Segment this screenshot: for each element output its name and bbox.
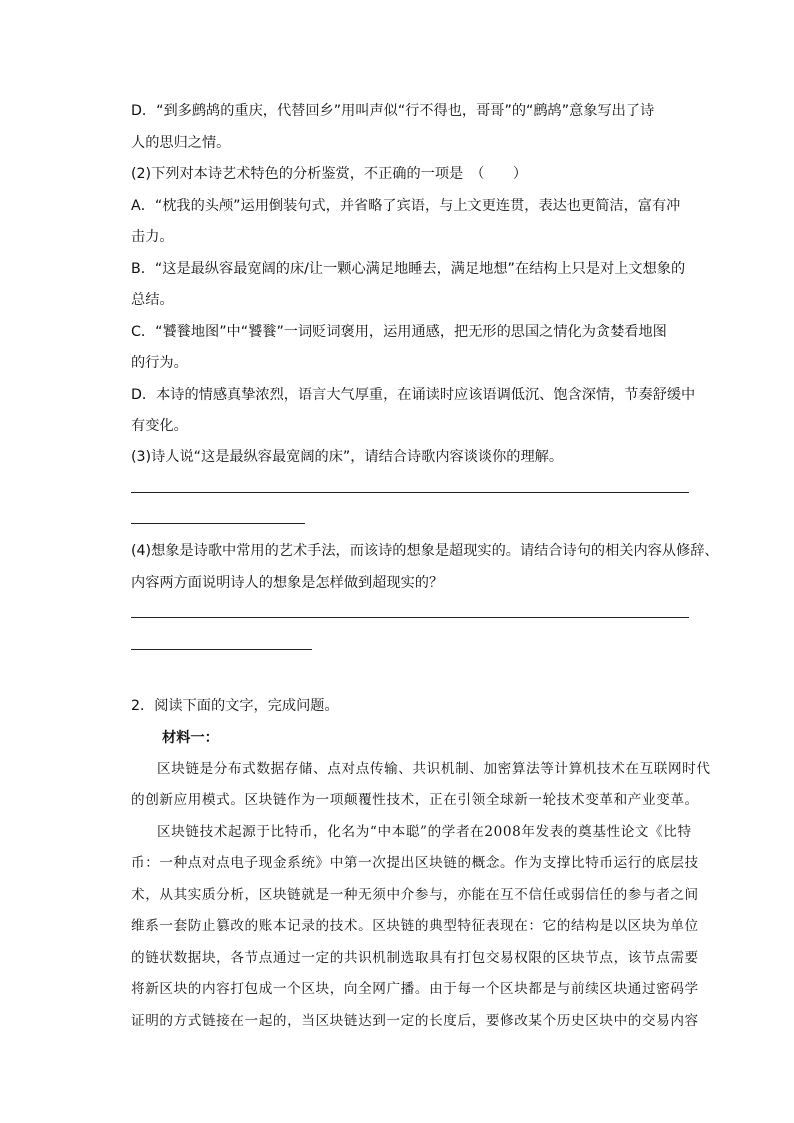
q2-stem: (2)下列对本诗艺术特色的分析鉴赏，不正确的一项是 （ ） — [131, 166, 528, 182]
material-paragraph-2-line4: 维系一套防止篡改的账本记录的技术。区块链的典型特征表现在：它的结构是以区块为单位 — [131, 918, 699, 934]
material-paragraph-2-line7: 证明的方式链接在一起的，当区块链达到一定的长度后，要修改某个历史区块中的交易内容 — [131, 1013, 699, 1029]
q4-stem-line2: 内容两方面说明诗人的想象是怎样做到超现实的？ — [131, 575, 444, 591]
material-paragraph-1-line1: 区块链是分布式数据存储、点对点传输、共识机制、加密算法等计算机技术在互联网时代 — [157, 761, 711, 777]
q2-option-b-line2: 总结。 — [131, 292, 174, 308]
q2-option-d-line1: D．本诗的情感真挚浓烈，语言大气厚重，在诵读时应该语调低沉、饱含深情，节奏舒缓中 — [131, 387, 696, 403]
material-one-title: 材料一： — [162, 730, 219, 746]
q4-answer-line-1 — [131, 617, 689, 618]
q2-option-b-line1: B．“这是最纵容最宽阔的床/让一颗心满足地睡去，满足地想”在结构上只是对上文想象的 — [131, 261, 686, 277]
q3-answer-line-1 — [131, 492, 689, 493]
material-paragraph-2-line3: 术，从其实质分析，区块链就是一种无须中介参与，亦能在互不信任或弱信任的参与者之间 — [131, 887, 699, 903]
q2-option-a-line1: A．“枕我的头颅”运用倒装句式，并省略了宾语，与上文更连贯，表达也更简洁，富有冲 — [131, 198, 681, 214]
material-paragraph-2-line6: 将新区块的内容打包成一个区块，向全网广播。由于每一个区块都是与前续区块通过密码学 — [131, 981, 699, 997]
material-paragraph-2-line2: 币：一种点对点电子现金系统》中第一次提出区块链的概念。作为支撑比特币运行的底层技 — [131, 855, 699, 871]
q2-option-a-line2: 击力。 — [131, 229, 174, 245]
q2-option-c-line2: 的行为。 — [131, 355, 188, 371]
material-paragraph-1-line2: 的创新应用模式。区块链作为一项颠覆性技术，正在引领全球新一轮技术变革和产业变革。 — [131, 792, 699, 808]
q3-answer-line-2 — [131, 523, 305, 524]
q1-option-d-line2: 人的思归之情。 — [131, 135, 231, 151]
section2-heading: 2．阅读下面的文字，完成问题。 — [131, 698, 339, 714]
material-paragraph-2-line1: 区块链技术起源于比特币，化名为“中本聪”的学者在2008年发表的奠基性论文《比特 — [157, 824, 692, 840]
q3-stem: (3)诗人说“这是最纵容最宽阔的床”，请结合诗歌内容谈谈你的理解。 — [131, 449, 564, 465]
material-paragraph-2-line5: 的链状数据块，各节点通过一定的共识机制选取具有打包交易权限的区块节点，该节点需要 — [131, 950, 699, 966]
q2-option-c-line1: C．“饕餮地图”中“饕餮”一词贬词褒用，运用通感，把无形的思国之情化为贪婪看地图 — [131, 324, 667, 340]
q4-answer-line-2 — [131, 649, 312, 650]
q4-stem-line1: (4)想象是诗歌中常用的艺术手法，而该诗的想象是超现实的。请结合诗句的相关内容从修辞、 — [131, 543, 719, 559]
q2-option-d-line2: 有变化。 — [131, 418, 188, 434]
q1-option-d-line1: D．“到多鹧鸪的重庆，代替回乡”用叫声似“行不得也，哥哥”的“鹧鸪”意象写出了诗 — [131, 103, 655, 119]
